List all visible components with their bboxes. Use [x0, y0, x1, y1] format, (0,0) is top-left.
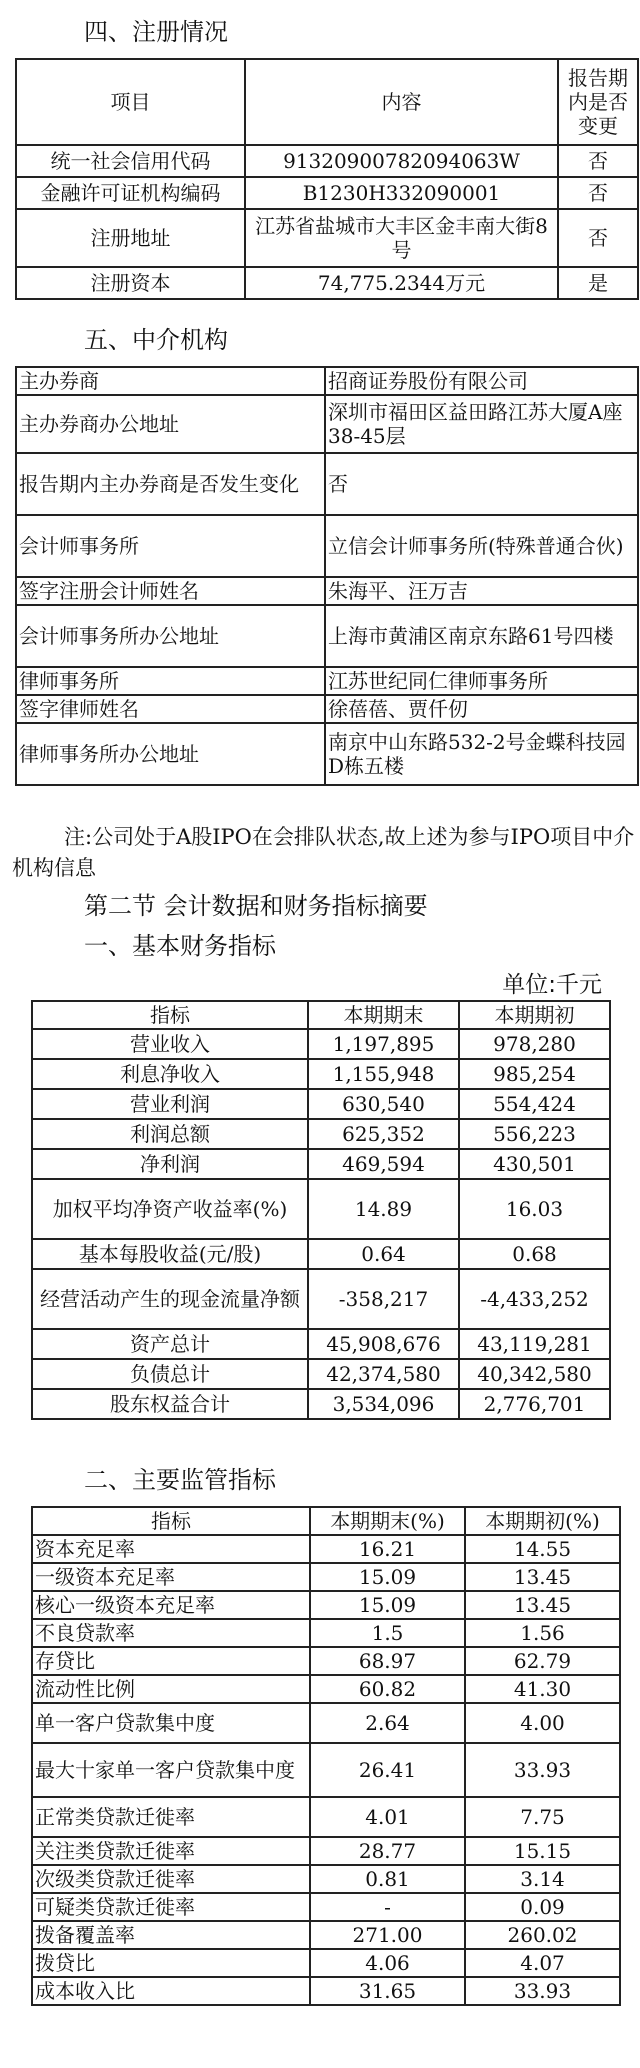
table-row-end: 4.01 [310, 1797, 465, 1837]
header-period-start: 本期期初(%) [465, 1507, 620, 1535]
intermediary-value: 上海市黄浦区南京东路61号四楼 [325, 605, 638, 667]
unit-label: 单位:千元 [502, 972, 602, 998]
reg-item-changed: 是 [558, 267, 638, 299]
table-row-start: 7.75 [465, 1797, 620, 1837]
intermediary-value: 朱海平、汪万吉 [325, 577, 638, 605]
table-row-label: 单一客户贷款集中度 [32, 1703, 310, 1743]
table-row-start: 4.07 [465, 1949, 620, 1977]
table-row-end: 0.81 [310, 1865, 465, 1893]
table-row-start: 62.79 [465, 1647, 620, 1675]
table-row-end: 42,374,580 [308, 1359, 459, 1389]
table-row-label: 拨备覆盖率 [32, 1921, 310, 1949]
table-row-end: 26.41 [310, 1743, 465, 1797]
header-changed: 报告期内是否变更 [558, 59, 638, 145]
intermediary-label: 主办券商 [16, 367, 325, 395]
table-row-label: 资产总计 [32, 1329, 308, 1359]
table-row-label: 基本每股收益(元/股) [32, 1239, 308, 1269]
table-row-start: 14.55 [465, 1535, 620, 1563]
header-item: 项目 [16, 59, 245, 145]
table-row-label: 拨贷比 [32, 1949, 310, 1977]
table-row-label: 流动性比例 [32, 1675, 310, 1703]
table-row-end: -358,217 [308, 1269, 459, 1329]
table-row-end: 630,540 [308, 1089, 459, 1119]
table-row-start: 3.14 [465, 1865, 620, 1893]
table-row-label: 经营活动产生的现金流量净额 [32, 1269, 308, 1329]
reg-item-changed: 否 [558, 177, 638, 209]
intermediary-value: 否 [325, 453, 638, 515]
table-row-start: 554,424 [459, 1089, 610, 1119]
intermediary-label: 会计师事务所办公地址 [16, 605, 325, 667]
table-row-end: 28.77 [310, 1837, 465, 1865]
section-4-title: 四、注册情况 [84, 18, 228, 46]
table-row-label: 最大十家单一客户贷款集中度 [32, 1743, 310, 1797]
table-row-label: 不良贷款率 [32, 1619, 310, 1647]
table-row-end: 15.09 [310, 1591, 465, 1619]
reg-item-changed: 否 [558, 209, 638, 267]
table-row-start: 16.03 [459, 1179, 610, 1239]
table-row-end: 15.09 [310, 1563, 465, 1591]
table-row-start: 13.45 [465, 1591, 620, 1619]
table-row-start: 33.93 [465, 1977, 620, 2005]
table-row-end: 16.21 [310, 1535, 465, 1563]
intermediary-label: 主办券商办公地址 [16, 395, 325, 453]
regulatory-title: 二、主要监管指标 [84, 1466, 276, 1494]
reg-item-value: 91320900782094063W [245, 145, 558, 177]
table-row-label: 净利润 [32, 1149, 308, 1179]
section-5-title: 五、中介机构 [84, 326, 228, 354]
header-period-end: 本期期末 [308, 1001, 459, 1029]
intermediary-value: 深圳市福田区益田路江苏大厦A座38-45层 [325, 395, 638, 453]
table-row-start: 41.30 [465, 1675, 620, 1703]
intermediary-value: 江苏世纪同仁律师事务所 [325, 667, 638, 695]
reg-item-label: 金融许可证机构编码 [16, 177, 245, 209]
reg-item-label: 注册地址 [16, 209, 245, 267]
table-row-start: -4,433,252 [459, 1269, 610, 1329]
intermediary-table [15, 366, 639, 786]
header-period-start: 本期期初 [459, 1001, 610, 1029]
header-period-end: 本期期末(%) [310, 1507, 465, 1535]
table-row-end: 3,534,096 [308, 1389, 459, 1419]
table-row-end: 31.65 [310, 1977, 465, 2005]
intermediary-label: 签字注册会计师姓名 [16, 577, 325, 605]
table-row-label: 资本充足率 [32, 1535, 310, 1563]
table-row-end: 1.5 [310, 1619, 465, 1647]
table-row-label: 核心一级资本充足率 [32, 1591, 310, 1619]
basic-financial-title: 一、基本财务指标 [84, 932, 276, 960]
table-row-label: 成本收入比 [32, 1977, 310, 2005]
table-row-start: 13.45 [465, 1563, 620, 1591]
financial-table [31, 1000, 611, 1420]
header-indicator: 指标 [32, 1507, 310, 1535]
intermediary-label: 签字律师姓名 [16, 695, 325, 723]
table-row-start: 33.93 [465, 1743, 620, 1797]
table-row-end: 625,352 [308, 1119, 459, 1149]
table-row-end: 45,908,676 [308, 1329, 459, 1359]
table-row-label: 关注类贷款迁徙率 [32, 1837, 310, 1865]
table-row-label: 加权平均净资产收益率(%) [32, 1179, 308, 1239]
table-row-end: 469,594 [308, 1149, 459, 1179]
reg-item-value: 74,775.2344万元 [245, 267, 558, 299]
table-row-label: 次级类贷款迁徙率 [32, 1865, 310, 1893]
intermediary-label: 报告期内主办券商是否发生变化 [16, 453, 325, 515]
reg-item-label: 注册资本 [16, 267, 245, 299]
table-row-end: 271.00 [310, 1921, 465, 1949]
table-row-end: 60.82 [310, 1675, 465, 1703]
reg-item-label: 统一社会信用代码 [16, 145, 245, 177]
table-row-start: 43,119,281 [459, 1329, 610, 1359]
table-row-start: 260.02 [465, 1921, 620, 1949]
intermediary-value: 南京中山东路532-2号金蝶科技园D栋五楼 [325, 723, 638, 785]
table-row-label: 一级资本充足率 [32, 1563, 310, 1591]
table-row-start: 0.09 [465, 1893, 620, 1921]
table-row-start: 985,254 [459, 1059, 610, 1089]
table-row-end: 1,155,948 [308, 1059, 459, 1089]
table-row-end: 0.64 [308, 1239, 459, 1269]
intermediary-value: 立信会计师事务所(特殊普通合伙) [325, 515, 638, 577]
table-row-label: 负债总计 [32, 1359, 308, 1389]
reg-item-changed: 否 [558, 145, 638, 177]
table-row-start: 15.15 [465, 1837, 620, 1865]
intermediary-value: 招商证券股份有限公司 [325, 367, 638, 395]
table-row-start: 556,223 [459, 1119, 610, 1149]
reg-item-value: 江苏省盐城市大丰区金丰南大街8号 [245, 209, 558, 267]
intermediary-label: 律师事务所 [16, 667, 325, 695]
section-2-title: 第二节 会计数据和财务指标摘要 [84, 892, 428, 920]
table-row-start: 430,501 [459, 1149, 610, 1179]
table-row-label: 存贷比 [32, 1647, 310, 1675]
table-row-start: 1.56 [465, 1619, 620, 1647]
header-content: 内容 [245, 59, 558, 145]
table-row-end: 2.64 [310, 1703, 465, 1743]
table-row-label: 可疑类贷款迁徙率 [32, 1893, 310, 1921]
table-row-start: 978,280 [459, 1029, 610, 1059]
registration-table [15, 58, 639, 300]
table-row-label: 营业收入 [32, 1029, 308, 1059]
table-row-start: 0.68 [459, 1239, 610, 1269]
table-row-start: 4.00 [465, 1703, 620, 1743]
reg-item-value: B1230H332090001 [245, 177, 558, 209]
header-indicator: 指标 [32, 1001, 308, 1029]
table-row-start: 2,776,701 [459, 1389, 610, 1419]
intermediary-label: 律师事务所办公地址 [16, 723, 325, 785]
table-row-end: 4.06 [310, 1949, 465, 1977]
table-row-end: 14.89 [308, 1179, 459, 1239]
table-row-label: 营业利润 [32, 1089, 308, 1119]
table-row-label: 正常类贷款迁徙率 [32, 1797, 310, 1837]
intermediary-label: 会计师事务所 [16, 515, 325, 577]
table-row-label: 利润总额 [32, 1119, 308, 1149]
regulatory-table [31, 1506, 621, 2006]
ipo-note: 注:公司处于A股IPO在会排队状态,故上述为参与IPO项目中介机构信息 [12, 825, 635, 880]
table-row-label: 利息净收入 [32, 1059, 308, 1089]
table-row-label: 股东权益合计 [32, 1389, 308, 1419]
table-row-start: 40,342,580 [459, 1359, 610, 1389]
table-row-end: 1,197,895 [308, 1029, 459, 1059]
table-row-end: - [310, 1893, 465, 1921]
table-row-end: 68.97 [310, 1647, 465, 1675]
intermediary-value: 徐蓓蓓、贾仟仞 [325, 695, 638, 723]
